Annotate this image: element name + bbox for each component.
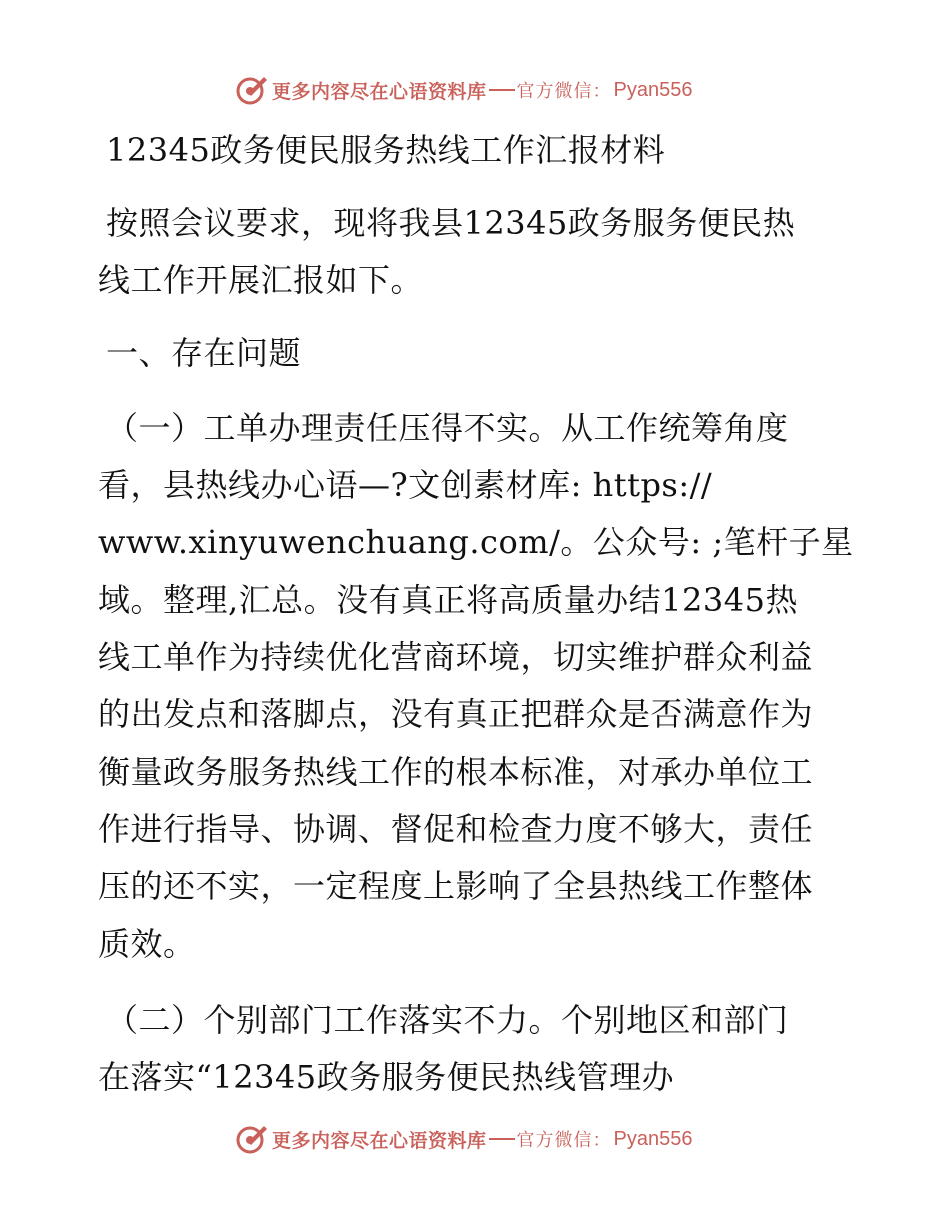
watermark-brand: 更多内容尽在心语资料库 [272,1129,487,1152]
section-heading: 一、存在问题 [106,334,302,372]
document-title: 12345政务便民服务热线工作汇报材料 [106,131,666,169]
item1-line: 质效。 [98,925,196,963]
item1-line: 作进行指导、协调、督促和检查力度不够大，责任 [98,810,814,848]
item1-line: （一）工单办理责任压得不实。从工作统筹角度 [106,409,789,447]
intro-line: 线工作开展汇报如下。 [98,261,424,299]
item1-line: 看，县热线办心语—?文创素材库: https:// [98,466,713,504]
item2-line: （二）个别部门工作落实不力。个别地区和部门 [106,1001,789,1039]
watermark-banner-top [234,72,692,108]
intro-line: 按照会议要求，现将我县12345政务服务便民热 [106,204,796,242]
watermark-official-label: 官方微信： [516,81,612,102]
item2-line: 在落实“12345政务服务便民热线管理办 [98,1058,675,1096]
item1-line: 压的还不实，一定程度上影响了全县热线工作整体 [98,867,814,905]
pen-logo-icon [234,1122,268,1156]
item1-line: 线工单作为持续优化营商环境，切实维护群众利益 [98,638,814,676]
item1-line: 域。整理,汇总。没有真正将高质量办结12345热 [98,581,798,619]
item1-line: 衡量政务服务热线工作的根本标准，对承办单位工 [98,753,814,791]
watermark-wechat-id: Pyan556 [613,1127,693,1150]
watermark-brand: 更多内容尽在心语资料库 [272,80,487,103]
watermark-official-label: 官方微信： [516,1130,612,1151]
item1-line: 的出发点和落脚点，没有真正把群众是否满意作为 [98,695,814,733]
watermark-dash [489,1138,515,1140]
watermark-banner-bottom [234,1121,692,1157]
watermark-dash [489,89,515,91]
pen-logo-icon [234,73,268,107]
item1-line: www.xinyuwenchuang.com/。公众号: ;笔杆子星 [98,523,854,561]
watermark-wechat-id: Pyan556 [613,78,693,101]
